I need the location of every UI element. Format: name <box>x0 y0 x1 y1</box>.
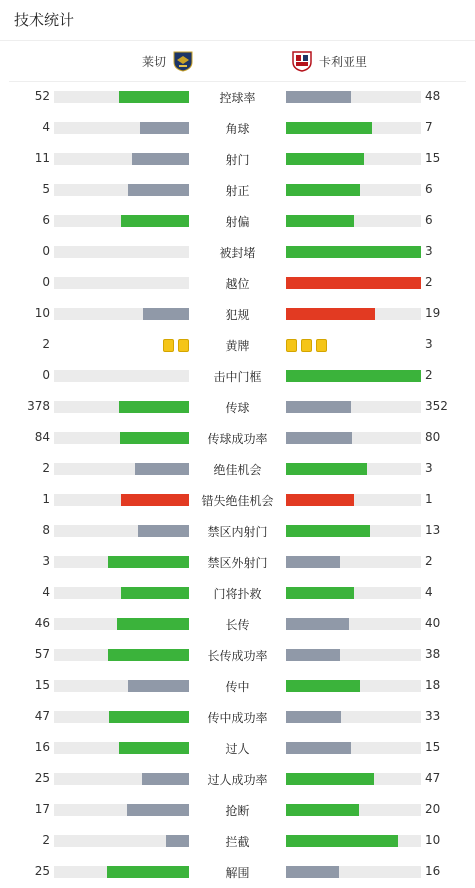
home-bar-track <box>54 122 189 134</box>
home-bar-fill <box>121 494 189 506</box>
home-bar-fill <box>109 711 189 723</box>
away-value: 33 <box>425 709 441 723</box>
away-value: 16 <box>425 864 441 878</box>
home-bar-fill <box>108 556 189 568</box>
stat-row <box>0 143 475 174</box>
home-value: 378 <box>27 399 50 413</box>
home-bar-track <box>54 618 189 630</box>
away-value: 3 <box>425 244 433 258</box>
home-value: 1 <box>42 492 50 506</box>
stat-row <box>0 267 475 298</box>
home-bar-track <box>54 153 189 165</box>
away-value: 3 <box>425 461 433 475</box>
stat-row <box>0 174 475 205</box>
away-team-name: 卡利亚里 <box>319 54 368 69</box>
teams-header <box>9 41 466 82</box>
away-bar-fill <box>286 525 370 537</box>
home-bar-track <box>54 91 189 103</box>
stat-row <box>0 856 475 887</box>
away-bar-fill <box>286 680 360 692</box>
home-bar-track <box>54 649 189 661</box>
home-value: 0 <box>42 368 50 382</box>
stat-row <box>0 825 475 856</box>
stat-row <box>0 484 475 515</box>
stat-label: 射正 <box>225 184 250 198</box>
stat-row <box>0 329 475 360</box>
page-title: 技术统计 <box>0 0 475 41</box>
yellow-card-icon <box>316 339 327 352</box>
away-bar-track <box>286 649 421 661</box>
home-value: 52 <box>34 89 50 103</box>
away-value: 48 <box>425 89 441 103</box>
stat-row <box>0 515 475 546</box>
home-value: 16 <box>34 740 50 754</box>
away-yellow-cards <box>286 339 327 352</box>
home-bar-fill <box>120 432 189 444</box>
home-bar-track <box>54 494 189 506</box>
away-bar-track <box>286 587 421 599</box>
home-bar-track <box>54 525 189 537</box>
home-value: 3 <box>42 554 50 568</box>
stat-row <box>0 577 475 608</box>
home-value: 0 <box>42 275 50 289</box>
home-value: 0 <box>42 244 50 258</box>
yellow-card-icon <box>286 339 297 352</box>
home-value: 8 <box>42 523 50 537</box>
stat-label: 被封堵 <box>219 246 256 260</box>
away-bar-track <box>286 308 421 320</box>
away-bar-fill <box>286 742 351 754</box>
stat-row <box>0 112 475 143</box>
away-value: 352 <box>425 399 448 413</box>
stat-row <box>0 236 475 267</box>
home-value: 4 <box>42 120 50 134</box>
stat-label: 长传 <box>225 618 250 632</box>
away-bar-fill <box>286 153 364 165</box>
away-value: 2 <box>425 275 433 289</box>
away-bar-track <box>286 711 421 723</box>
home-team[interactable] <box>142 50 194 72</box>
away-bar-track <box>286 246 421 258</box>
home-value: 47 <box>34 709 50 723</box>
home-value: 57 <box>34 647 50 661</box>
home-value: 17 <box>34 802 50 816</box>
away-bar-track <box>286 122 421 134</box>
home-bar-fill <box>119 742 189 754</box>
home-bar-track <box>54 432 189 444</box>
home-bar-track <box>54 246 189 258</box>
away-bar-track <box>286 463 421 475</box>
home-bar-track <box>54 866 189 878</box>
stat-label: 禁区内射门 <box>207 525 268 539</box>
home-bar-fill <box>107 866 189 878</box>
away-bar-track <box>286 184 421 196</box>
away-bar-track <box>286 618 421 630</box>
home-bar-fill <box>119 401 189 413</box>
home-bar-fill <box>128 184 189 196</box>
stat-row <box>0 298 475 329</box>
away-bar-fill <box>286 91 351 103</box>
stat-label: 射门 <box>225 153 250 167</box>
home-value: 6 <box>42 213 50 227</box>
away-bar-fill <box>286 866 339 878</box>
home-bar-fill <box>135 463 189 475</box>
stat-label: 抢断 <box>225 804 250 818</box>
home-bar-fill <box>127 804 189 816</box>
away-bar-track <box>286 215 421 227</box>
stat-label: 传中 <box>225 680 250 694</box>
home-bar-track <box>54 742 189 754</box>
away-bar-fill <box>286 463 367 475</box>
away-bar-track <box>286 742 421 754</box>
home-bar-track <box>54 680 189 692</box>
away-bar-fill <box>286 184 360 196</box>
home-value: 2 <box>42 833 50 847</box>
away-bar-fill <box>286 401 351 413</box>
away-value: 40 <box>425 616 441 630</box>
away-bar-fill <box>286 370 421 382</box>
home-value: 25 <box>34 771 50 785</box>
home-bar-track <box>54 556 189 568</box>
away-bar-track <box>286 277 421 289</box>
away-bar-track <box>286 153 421 165</box>
away-bar-fill <box>286 804 359 816</box>
home-value: 4 <box>42 585 50 599</box>
stat-row <box>0 391 475 422</box>
home-bar-fill <box>138 525 189 537</box>
home-bar-fill <box>119 91 189 103</box>
away-value: 15 <box>425 151 441 165</box>
home-bar-fill <box>132 153 189 165</box>
home-bar-track <box>54 401 189 413</box>
home-value: 25 <box>34 864 50 878</box>
home-bar-fill <box>128 680 189 692</box>
away-bar-fill <box>286 432 352 444</box>
stat-row <box>0 81 475 112</box>
stat-label: 黄牌 <box>225 339 250 353</box>
away-bar-track <box>286 370 421 382</box>
home-bar-track <box>54 711 189 723</box>
away-bar-track <box>286 866 421 878</box>
away-bar-fill <box>286 835 398 847</box>
away-value: 38 <box>425 647 441 661</box>
away-value: 47 <box>425 771 441 785</box>
stat-label: 射偏 <box>225 215 250 229</box>
home-team-crest-icon <box>172 50 194 72</box>
stat-row <box>0 732 475 763</box>
away-value: 2 <box>425 554 433 568</box>
home-value: 46 <box>34 616 50 630</box>
stat-label: 解围 <box>225 866 250 880</box>
home-bar-track <box>54 370 189 382</box>
away-bar-track <box>286 401 421 413</box>
away-value: 6 <box>425 182 433 196</box>
away-value: 15 <box>425 740 441 754</box>
stat-label: 越位 <box>225 277 250 291</box>
stat-label: 绝佳机会 <box>213 463 262 477</box>
away-bar-track <box>286 525 421 537</box>
stat-row <box>0 360 475 391</box>
home-bar-track <box>54 184 189 196</box>
home-bar-fill <box>166 835 189 847</box>
stat-label: 犯规 <box>225 308 250 322</box>
home-bar-fill <box>143 308 189 320</box>
away-bar-fill <box>286 618 349 630</box>
home-yellow-cards <box>163 339 189 352</box>
home-bar-track <box>54 215 189 227</box>
stat-row <box>0 701 475 732</box>
away-bar-fill <box>286 215 354 227</box>
home-value: 10 <box>34 306 50 320</box>
stat-label: 传球成功率 <box>207 432 268 446</box>
away-value: 13 <box>425 523 441 537</box>
away-bar-track <box>286 91 421 103</box>
away-value: 20 <box>425 802 441 816</box>
home-value: 2 <box>42 461 50 475</box>
home-bar-track <box>54 587 189 599</box>
home-bar-track <box>54 773 189 785</box>
away-bar-fill <box>286 246 421 258</box>
stat-row <box>0 608 475 639</box>
home-value: 5 <box>42 182 50 196</box>
home-bar-fill <box>121 587 189 599</box>
away-value: 4 <box>425 585 433 599</box>
away-bar-fill <box>286 308 375 320</box>
away-bar-fill <box>286 122 372 134</box>
away-value: 18 <box>425 678 441 692</box>
stat-label: 拦截 <box>225 835 250 849</box>
stat-label: 过人 <box>225 742 250 756</box>
away-bar-track <box>286 804 421 816</box>
stat-row <box>0 794 475 825</box>
stat-row <box>0 422 475 453</box>
away-value: 2 <box>425 368 433 382</box>
home-bar-track <box>54 804 189 816</box>
stat-label: 角球 <box>225 122 250 136</box>
away-team-crest-icon <box>291 50 313 72</box>
home-bar-fill <box>117 618 189 630</box>
home-bar-fill <box>108 649 189 661</box>
home-value: 2 <box>42 337 50 351</box>
away-bar-fill <box>286 711 341 723</box>
stat-label: 控球率 <box>219 91 256 105</box>
stat-label: 传中成功率 <box>207 711 268 725</box>
away-bar-fill <box>286 587 354 599</box>
away-value: 3 <box>425 337 433 351</box>
away-bar-track <box>286 773 421 785</box>
stat-label: 门将扑救 <box>213 587 262 601</box>
away-team[interactable] <box>291 50 367 72</box>
away-value: 80 <box>425 430 441 444</box>
away-bar-track <box>286 680 421 692</box>
yellow-card-icon <box>301 339 312 352</box>
away-bar-fill <box>286 494 354 506</box>
home-team-name: 莱切 <box>141 54 166 69</box>
yellow-card-icon <box>178 339 189 352</box>
stat-row <box>0 670 475 701</box>
away-bar-fill <box>286 277 421 289</box>
away-value: 19 <box>425 306 441 320</box>
stat-label: 错失绝佳机会 <box>201 494 274 508</box>
away-value: 6 <box>425 213 433 227</box>
away-bar-track <box>286 432 421 444</box>
stat-label: 击中门框 <box>213 370 262 384</box>
stat-label: 过人成功率 <box>207 773 268 787</box>
away-bar-fill <box>286 649 340 661</box>
away-value: 1 <box>425 492 433 506</box>
away-bar-fill <box>286 773 374 785</box>
yellow-card-icon <box>163 339 174 352</box>
home-bar-track <box>54 308 189 320</box>
home-bar-fill <box>140 122 189 134</box>
home-bar-fill <box>121 215 189 227</box>
stat-row <box>0 205 475 236</box>
stat-label: 禁区外射门 <box>207 556 268 570</box>
away-value: 7 <box>425 120 433 134</box>
home-bar-track <box>54 463 189 475</box>
away-bar-track <box>286 556 421 568</box>
away-value: 10 <box>425 833 441 847</box>
home-value: 11 <box>34 151 50 165</box>
away-bar-fill <box>286 556 340 568</box>
stat-label: 长传成功率 <box>207 649 268 663</box>
stat-row <box>0 639 475 670</box>
home-bar-fill <box>142 773 189 785</box>
home-value: 84 <box>34 430 50 444</box>
stat-row <box>0 546 475 577</box>
home-value: 15 <box>34 678 50 692</box>
stat-row <box>0 453 475 484</box>
home-bar-track <box>54 277 189 289</box>
away-bar-track <box>286 494 421 506</box>
stat-label: 传球 <box>225 401 250 415</box>
home-bar-track <box>54 835 189 847</box>
away-bar-track <box>286 835 421 847</box>
stat-row <box>0 763 475 794</box>
